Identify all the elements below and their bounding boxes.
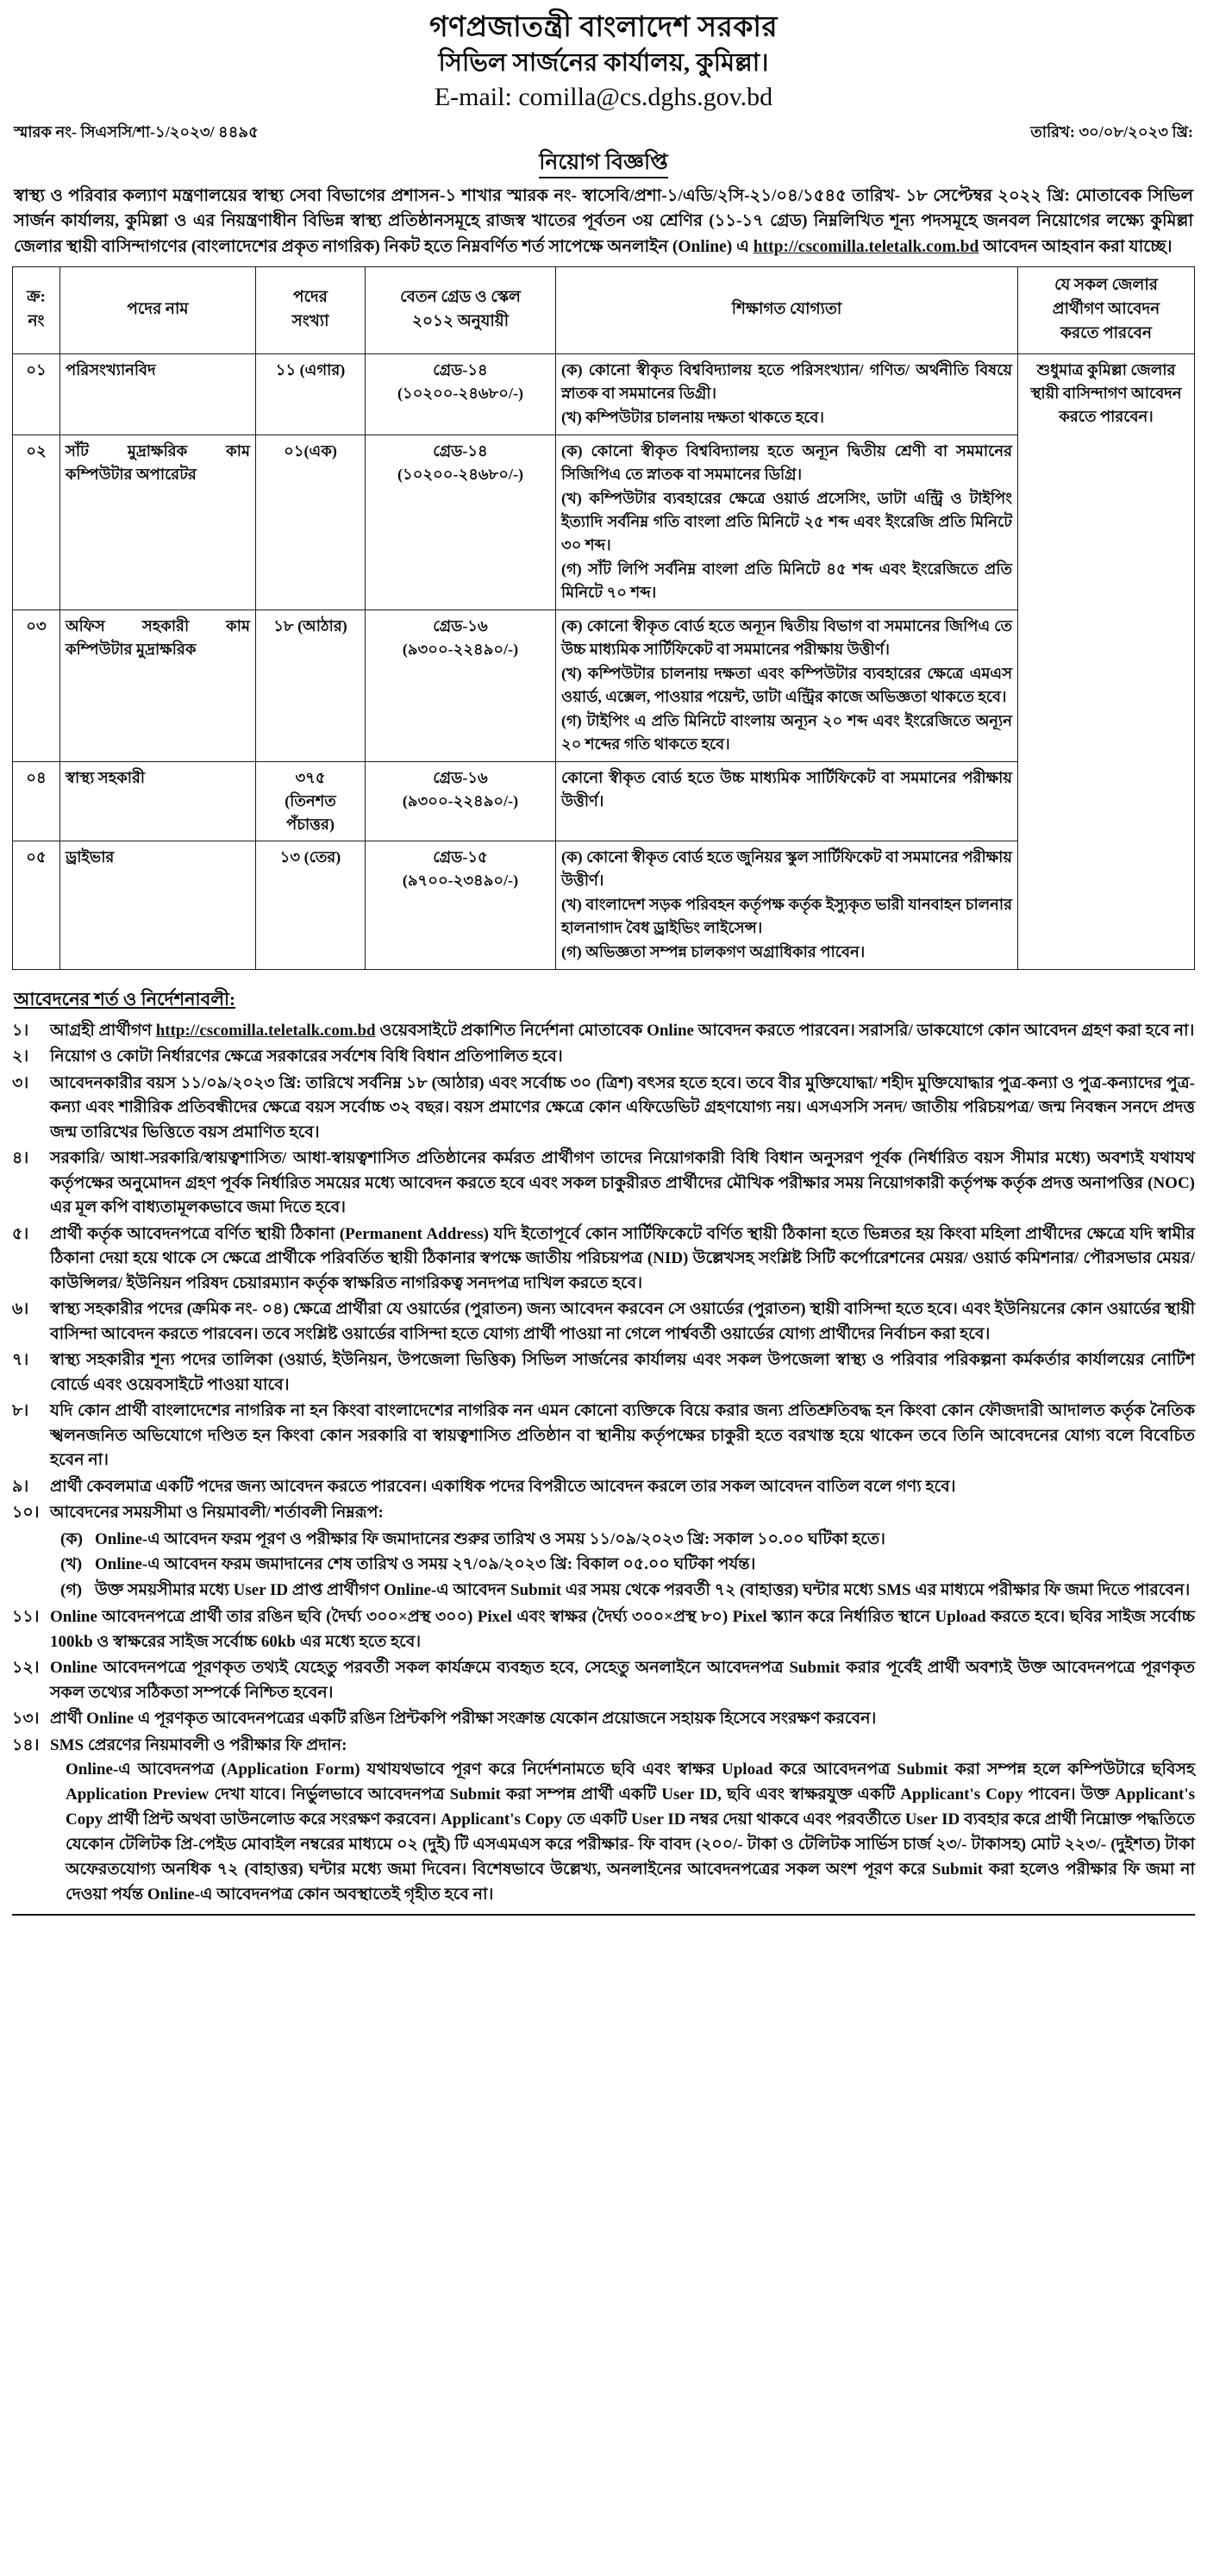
table-row [13,353,1195,435]
cell-education [556,353,1018,435]
condition-text-part1: আগ্রহী প্রার্থীগণ [50,1021,156,1040]
condition-number: ৮। [12,1402,29,1421]
condition-text: আবেদনকারীর বয়স ১১/০৯/২০২৩ খ্রি: তারিখে সর্বনিম্ন ১৮ (আঠার) এবং সর্বোচ্চ ৩০ (ত্রিশ) বৎসর হতে হবে। তবে বীর মুক্তিযোদ্ধা/ শহীদ মুক্তিযোদ্ধার পুত্র-কন্যা ও পুত্র-কন্যাদের পুত্র-কন্যা এবং শারীরিক প্রতিবন্ধীদের ক্ষেত্রে বয়স সর্বোচ্চ ৩২ বছর। বয়স প্রমাণের ক্ষেত্রে কোন এফিডেভিট গ্রহণযোগ্য নয়। এসএসসি সনদ/ জাতীয় পরিচয়পত্র/ জন্ম নিবন্ধন সনদে প্রদত্ত জন্ম তারিখের ভিত্তিতে বয়স প্রমাণিত হবে। [50,1073,1195,1141]
education-requirement: (খ) বাংলাদেশ সড়ক পরিবহন কর্তৃপক্ষ কর্তৃক ইস্যুকৃত ভারী যানবাহন চালনার হালনাগাদ বৈধ ড্রাইভিং লাইসেন্স। [561,895,1012,936]
pay-grade: গ্রেড-১৬ [433,616,488,635]
cell-pay-scale [366,610,556,761]
pay-range: (১০২০০-২৪৬৮০/-) [397,384,523,402]
pay-range: (৯৭০০-২৩৪৯০/-) [402,871,519,889]
condition-number: ৭। [12,1351,29,1370]
education-requirement: (ক) কোনো স্বীকৃত বোর্ড হতে জুনিয়র স্কুল সার্টিফিকেট বা সমমানের পরীক্ষায় উত্তীর্ণ। [561,847,1012,889]
schedule-sub-item [50,1579,1195,1604]
condition-item [12,1475,1195,1500]
condition-item [12,1072,1195,1146]
conditions-list [12,1019,1195,1908]
condition-item [12,1399,1195,1473]
cell-education [556,610,1018,761]
schedule-sub-item [50,1553,1195,1578]
pay-range: (৯৩০০-২২৪৯০/-) [402,791,519,810]
conditions-heading: আবেদনের শর্ত ও নির্দেশনাবলী: [14,988,235,1010]
condition-item [12,1019,1195,1044]
th-district [1018,267,1195,353]
th-district-line2: প্রার্থীগণ আবেদন [1052,301,1160,319]
memo-date: তারিখ: ৩০/০৮/২০২৩ খ্রি: [1030,122,1193,141]
condition-item [12,1656,1195,1705]
condition-text-part2: ওয়েবসাইটে প্রকাশিত নির্দেশনা মোতাবেক Online আবেদন করতে পারবেন। সরাসরি/ ডাকযোগে কোন আবেদন গ্রহণ করা হবে না। [375,1021,1195,1040]
table-row [13,610,1195,761]
th-education: শিক্ষাগত যোগ্যতা [556,267,1018,353]
cell-eligible-district: শুধুমাত্র কুমিল্লা জেলার স্থায়ী বাসিন্দাগণ আবেদন করতে পারবেন। [1018,353,1195,969]
education-requirement: (খ) কম্পিউটার চালনায় দক্ষতা থাকতে হবে। [561,408,824,426]
condition-item-sms [12,1734,1195,1908]
post-count-value: ১১ (এগার) [275,360,346,378]
vacancy-table-body [13,353,1195,969]
application-portal-link[interactable]: http://cscomilla.teletalk.com.bd [753,237,979,256]
th-serial-line1: ক্র: [27,289,46,307]
condition-number: ১২। [12,1659,40,1678]
th-district-line3: করতে পারবেন [1060,324,1152,342]
condition-text: Online আবেদনপত্রে পূরণকৃত তথ্যই যেহেতু পরবর্তী সকল কার্যক্রমে ব্যবহৃত হবে, সেহেতু অনলাইনে আবেদনপত্র Submit করার পূর্বেই প্রার্থী অবশ্যই উক্ত আবেদনপত্রে পূরণকৃত সকল তথ্যের সঠিকতা সম্পর্কে নিশ্চিত হবেন। [50,1659,1195,1702]
bottom-rule [12,1914,1195,1916]
government-name: গণপ্রজাতন্ত্রী বাংলাদেশ সরকার [428,12,779,43]
education-requirement: (গ) সাঁট লিপি সর্বনিম্ন বাংলা প্রতি মিনিটে ৪৫ শব্দ এবং ইংরেজিতে প্রতি মিনিটে ৭০ শব্দ। [561,560,1012,601]
education-requirement: (ক) কোনো স্বীকৃত বোর্ড হতে অন্যূন দ্বিতীয় বিভাগ বা সমমানের জিপিএ তে উচ্চ মাধ্যমিক সার্টিফিকেট বা সমমানের পরীক্ষায় উত্তীর্ণ। [561,616,1012,658]
pay-grade: গ্রেড-১৬ [433,768,488,786]
th-pay-line1: বেতন গ্রেড ও স্কেল [400,289,521,307]
condition-text: নিয়োগ ও কোটা নির্ধারণের ক্ষেত্রে সরকারের সর্বশেষ বিধি বিধান প্রতিপালিত হবে। [50,1047,563,1066]
condition-item [12,1222,1195,1297]
condition-text: স্বাস্থ্য সহকারীর পদের (ক্রমিক নং- ০৪) ক্ষেত্রে প্রার্থীরা যে ওয়ার্ডের (পুরাতন) জন্য আবেদন করবেন সে ওয়ার্ডের (পুরাতন) স্থায়ী বাসিন্দা হতে হবে। এবং ইউনিয়নের কোন ওয়ার্ডের স্থায়ী বাসিন্দা আবেদন করতে পারবেন। তবে সংশ্লিষ্ট ওয়ার্ডের বাসিন্দা হতে যোগ্য প্রার্থী পাওয়া না গেলে পার্শ্ববর্তী ওয়ার্ডের যোগ্য প্রার্থীদের নির্বাচন করা হবে। [50,1300,1196,1343]
sms-instructions-text: Online-এ আবেদনপত্র (Application Form) যথাযথভাবে পূরণ করে নির্দেশনামতে ছবি এবং স্বাক্ষর Upload করে আবেদনপত্র Submit করা সম্পন্ন হলে কম্পিউটারে ছবিসহ Application Preview দেখা যাবে। নির্ভুলভাবে আবেদনপত্র Submit করা সম্পন্ন প্রার্থী একটি User ID, ছবি এবং স্বাক্ষরযুক্ত একটি Applicant's Copy পাবেন। উক্ত Applicant's Copy প্রার্থী প্রিন্ট অথবা ডাউনলোড করে সংরক্ষণ করবেন। Applicant's Copy তে একটি User ID নম্বর দেয়া থাকবে এবং পরবর্তীতে User ID ব্যবহার করে প্রার্থী নিম্নোক্ত পদ্ধতিতে যেকোন টেলিটক প্রি-পেইড মোবাইল নম্বরের মাধ্যমে ০২ (দুই) টি এসএমএস করে পরীক্ষার- ফি বাবদ (২০০/- টাকা ও টেলিটক সার্ভিস চার্জ ২৩/- টাকাসহ) মোট ২২৩/- (দুইশত) টাকা অফেরতযোগ্য অনধিক ৭২ (বাহাত্তর) ঘন্টার মধ্যে জমা দিবেন। বিশেষভাবে উল্লেখ্য, অনলাইনের আবেদনপত্রের সকল অংশ পূরণ করে Submit করা হলেও পরীক্ষার ফি জমা না দেওয়া পর্যন্ত Online-এ আবেদনপত্র কোন অবস্থাতেই গৃহীত হবে না। [66,1760,1195,1904]
condition-text: স্বাস্থ্য সহকারীর শূন্য পদের তালিকা (ওয়ার্ড, ইউনিয়ন, উপজেলা ভিত্তিক) সিভিল সার্জনের কার্যালয় এবং সকল উপজেলা স্বাস্থ্য ও পরিবার পরিকল্পনা কর্মকর্তার কার্যালয়ের নোটিশ বোর্ডে এবং ওয়েবসাইটে পাওয়া যাবে। [50,1351,1195,1394]
post-count-words: (তিনশত পঁচাত্তর) [285,791,336,833]
table-header-row [13,267,1195,353]
schedule-intro: আবেদনের সময়সীমা ও নিয়মাবলী/ শর্তাবলী নিম্নরূপ: [50,1504,384,1522]
pay-grade: গ্রেড-১৪ [433,441,488,460]
table-row [13,761,1195,841]
cell-post-name: অফিস সহকারী কাম কম্পিউটার মুদ্রাক্ষরিক [60,610,256,761]
cell-post-name: স্বাস্থ্য সহকারী [60,761,256,841]
schedule-sub-text: উক্ত সময়সীমার মধ্যে User ID প্রাপ্ত প্রার্থীগণ Online-এ আবেদন Submit এর সময় থেকে পরবর্তী ৭২ (বাহাত্তর) ঘন্টার মধ্যে SMS এর মাধ্যমে পরীক্ষার ফি জমা দিতে পারবেন। [95,1580,1191,1599]
schedule-sub-list [50,1528,1195,1604]
letterhead [12,10,1195,113]
condition-item [12,1707,1195,1732]
condition-number: ৩। [12,1073,29,1092]
schedule-sub-text: Online-এ আবেদন ফরম পূরণ ও পরীক্ষার ফি জমাদানের শুরুর তারিখ ও সময় ১১/০৯/২০২৩ খ্রি: সকাল ১০.০০ ঘটিকা হতে। [95,1529,885,1548]
schedule-sub-label: (গ) [60,1580,83,1599]
condition-text [50,1019,1195,1044]
education-requirement: (ক) কোনো স্বীকৃত বিশ্ববিদ্যালয় হতে অন্যূন দ্বিতীয় শ্রেণী বা সমমানের সিজিপিএ তে স্নাতক বা সমমানের ডিগ্রি। [561,441,1012,483]
table-row [13,841,1195,969]
condition-item [12,1348,1195,1397]
condition-text: Online আবেদনপত্রে প্রার্থী তার রঙিন ছবি (দৈর্ঘ্য ৩০০×প্রস্থ ৩০০) Pixel এবং স্বাক্ষর (দৈর্ঘ্য ৩০০×প্রস্থ ৮০) Pixel স্ক্যান করে নির্ধারিত স্থানে Upload করতে হবে। ছবির সাইজ সর্বোচ্চ 100kb ও স্বাক্ষরের সাইজ সর্বোচ্চ 60kb এর মধ্যে হতে হবে। [50,1608,1195,1651]
pay-grade: গ্রেড-১৫ [433,847,488,866]
memo-number: স্মারক নং- সিএসসি/শা-১/২০২৩/ ৪৪৯৫ [14,122,259,141]
intro-text-part2: আবেদন আহবান করা যাচ্ছে। [979,237,1173,256]
condition-number: ১০। [12,1504,40,1522]
th-serial-line2: নং [28,313,45,330]
cell-education [556,841,1018,969]
condition-number: ১। [12,1021,29,1040]
education-requirement: (গ) টাইপিং এ প্রতি মিনিটে বাংলায় অন্যূন ২০ শব্দ এবং ইংরেজিতে অন্যূন ২০ শব্দের গতি থাকতে হবে। [561,711,1012,753]
post-count-value: ১৮ (আঠার) [273,616,347,635]
condition-number: ১১। [12,1608,40,1627]
cell-pay-scale [366,841,556,969]
education-requirement: (গ) অভিজ্ঞতা সম্পন্ন চালকগণ অগ্রাধিকার পাবেন। [561,942,866,960]
th-post-count-line1: পদের [293,289,328,307]
cell-post-count [256,353,366,435]
condition-number: ৫। [12,1224,29,1243]
th-serial [13,267,60,353]
cell-post-count [256,610,366,761]
condition-text: যদি কোন প্রার্থী বাংলাদেশের নাগরিক না হন কিংবা বাংলাদেশের নাগরিক নন এমন কোনো ব্যক্তিকে বিয়ে করার জন্য প্রতিশ্রুতিবদ্ধ হন কিংবা কোন ফৌজদারী আদালত কর্তৃক নৈতিক স্খলনজনিত অভিযোগে দণ্ডিত হন কিংবা কোন সরকারি বা স্বায়ত্বশাসিত প্রতিষ্ঠান বা স্থানীয় কর্তৃপক্ষের চাকুরী হতে বরখাস্ত হয়ে থাকেন তবে তিনি আবেদনের যোগ্য বলে বিবেচিত হবেন না। [50,1402,1195,1470]
condition-item [12,1045,1195,1070]
th-pay-scale [366,267,556,353]
schedule-sub-label: (খ) [60,1555,83,1574]
cell-post-name: সাঁট মুদ্রাক্ষরিক কাম কম্পিউটার অপারেটর [60,435,256,610]
vacancy-table [12,266,1195,969]
th-post-count [256,267,366,353]
vacancy-table-head [13,267,1195,353]
cell-education [556,435,1018,610]
condition-text: সরকারি/ আধা-সরকারি/স্বায়ত্বশাসিত/ আধা-স্বায়ত্বশাসিত প্রতিষ্ঠানের কর্মরত প্রার্থীগণ তাদের নিয়োগকারী বিধি বিধান অনুসরণ পূর্বক (নির্ধারিত বয়স সীমার মধ্যে) অবশ্যই যথাযথ কর্তৃপক্ষের অনুমোদন গ্রহণ পূর্বক নির্ধারিত সময়ের মধ্যে আবেদন করতে হবে এবং সকল চাকুরীরত প্রার্থীদের মৌখিক পরীক্ষার সময় নিয়োগকারী কর্তৃপক্ষ কর্তৃক প্রদত্ত অনাপত্তির (NOC) এর মূল কপি বাধ্যতামূলকভাবে জমা দিতে হবে। [50,1149,1195,1217]
th-post-count-line2: সংখ্যা [291,313,329,330]
conditions-section [12,979,1195,1908]
th-post-name: পদের নাম [60,267,256,353]
schedule-sub-text: Online-এ আবেদন ফরম জমাদানের শেষ তারিখ ও সময় ২৭/০৯/২০২৩ খ্রি: বিকাল ০৫.০০ ঘটিকা পর্যন্ত। [95,1555,756,1574]
condition-item [12,1605,1195,1654]
cell-serial: ০১ [13,353,60,435]
condition-text [50,1501,1195,1604]
education-requirement: (ক) কোনো স্বীকৃত বিশ্ববিদ্যালয় হতে পরিসংখ্যান/ গণিত/ অর্থনীতি বিষয়ে স্নাতক বা সমমানের ডিগ্রী। [561,360,1012,402]
cell-serial: ০২ [13,435,60,610]
cell-education [556,761,1018,841]
education-requirement: কোনো স্বীকৃত বোর্ড হতে উচ্চ মাধ্যমিক সার্টিফিকেট বা সমমানের পরীক্ষায় উত্তীর্ণ। [561,768,1012,810]
page-title: নিয়োগ বিজ্ঞপ্তি [539,150,667,178]
condition-item [12,1147,1195,1221]
education-requirement: (খ) কম্পিউটার চালনায় দক্ষতা এবং কম্পিউটার ব্যবহারের ক্ষেত্রে এমএস ওয়ার্ড, এক্সেল, পাওয়ার পয়েন্ট, ডাটা এন্ট্রির কাজে অভিজ্ঞতা থাকতে হবে। [561,664,1012,705]
post-count-value: ১৩ (তের) [279,847,341,866]
cell-pay-scale [366,353,556,435]
cell-post-count [256,761,366,841]
schedule-sub-item [50,1528,1195,1553]
condition-number: ৬। [12,1300,29,1319]
condition-item-schedule [12,1501,1195,1604]
cell-serial: ০৫ [13,841,60,969]
pay-range: (১০২০০-২৪৬৮০/-) [397,465,523,483]
cell-post-name: পরিসংখ্যানবিদ [60,353,256,435]
condition-number: ৯। [12,1477,29,1496]
office-name: সিভিল সার্জনের কার্যালয়, কুমিল্লা। [438,49,769,78]
condition-number: ৪। [12,1149,29,1168]
notice-title-wrap [12,150,1195,178]
condition-number: ১৩। [12,1710,40,1729]
cell-serial: ০৪ [13,761,60,841]
memo-row [14,120,1193,147]
th-pay-line2: ২০১২ অনুযায়ী [412,313,509,330]
table-row [13,435,1195,610]
pay-grade: গ্রেড-১৪ [433,360,488,378]
intro-paragraph [14,184,1193,260]
condition-text: প্রার্থী কর্তৃক আবেদনপত্রে বর্ণিত স্থায়ী ঠিকানা (Permanent Address) যদি ইতোপূর্বে কোন সার্টিফিকেটে বর্ণিত স্থায়ী ঠিকানা হতে ভিন্নতর হয় কিংবা মহিলা প্রার্থীদের ক্ষেত্রে যদি স্বামীর ঠিকানা দেয়া হয়ে থাকে সে ক্ষেত্রে প্রার্থীকে পরিবর্তিত স্থায়ী ঠিকানার স্বপক্ষে জাতীয় পরিচয়পত্র (NID) উল্লেখসহ সংশ্লিষ্ট সিটি কর্পোরেশনের মেয়র/ ওয়ার্ড কমিশনার/ পৌরসভার মেয়র/ কাউন্সিলর/ ইউনিয়ন পরিষদ চেয়ারম্যান কর্তৃক স্বাক্ষরিত নাগরিকত্ব সনদপত্র দাখিল করতে হবে। [50,1224,1195,1292]
cell-pay-scale [366,435,556,610]
cell-post-name: ড্রাইভার [60,841,256,969]
application-portal-link[interactable]: http://cscomilla.teletalk.com.bd [155,1021,376,1040]
post-count-value: ০১(এক) [284,441,337,460]
cell-serial: ০৩ [13,610,60,761]
condition-number: ১৪। [12,1735,40,1754]
office-email: E-mail: comilla@cs.dghs.gov.bd [434,82,773,111]
condition-item [12,1297,1195,1347]
schedule-sub-label: (ক) [60,1529,83,1548]
condition-text [50,1734,1195,1908]
education-requirement: (খ) কম্পিউটার ব্যবহারের ক্ষেত্রে ওয়ার্ড প্রসেসিং, ডাটা এন্ট্রি ও টাইপিং ইত্যাদি সর্বনিম্ন গতি বাংলা প্রতি মিনিটে ২৫ শব্দ এবং ইংরেজি প্রতি মিনিটে ৩০ শব্দ। [561,489,1012,553]
sms-intro: SMS প্রেরণের নিয়মাবলী ও পরীক্ষার ফি প্রদান: [50,1735,347,1754]
pay-range: (৯৩০০-২২৪৯০/-) [402,640,519,658]
intro-text-part1: স্বাস্থ্য ও পরিবার কল্যাণ মন্ত্রণালয়ের স্বাস্থ্য সেবা বিভাগের প্রশাসন-১ শাখার স্মারক নং- স্বাসেবি/প্রশা-১/এডি/২সি-২১/০৪/১৫৪৫ তারিখ- ১৮ সেপ্টেম্বর ২০২২ খ্রি: মোতাবেক সিভিল সার্জন কার্যালয়, কুমিল্লা ও এর নিয়ন্ত্রণাধীন বিভিন্ন স্বাস্থ্য প্রতিষ্ঠানসমূহে রাজস্ব খাতের পূর্বতন ৩য় শ্রেণির (১১-১৭ গ্রেড) নিম্নলিখিত শূন্য পদসমূহে জনবল নিয়োগের লক্ষ্যে কুমিল্লা জেলার স্থায়ী বাসিন্দাগণের (বাংলাদেশের প্রকৃত নাগরিক) নিকট হতে নিম্নবর্ণিত শর্ত সাপেক্ষে অনলাইন (Online) এ [14,186,1193,256]
condition-number: ২। [12,1047,29,1066]
th-district-line1: যে সকল জেলার [1054,277,1158,295]
condition-text: প্রার্থী Online এ পূরণকৃত আবেদনপত্রের একটি রঙিন প্রিন্টকপি পরীক্ষা সংক্রান্ত যেকোন প্রয়োজনে সহায়ক হিসেবে সংরক্ষণ করবেন। [50,1710,877,1729]
condition-text: প্রার্থী কেবলমাত্র একটি পদের জন্য আবেদন করতে পারবেন। একাধিক পদের বিপরীতে আবেদন করলে তার সকল আবেদন বাতিল বলে গণ্য হবে। [50,1477,956,1496]
post-count-value: ৩৭৫ [295,768,326,786]
cell-pay-scale [366,761,556,841]
cell-post-count [256,435,366,610]
cell-post-count [256,841,366,969]
